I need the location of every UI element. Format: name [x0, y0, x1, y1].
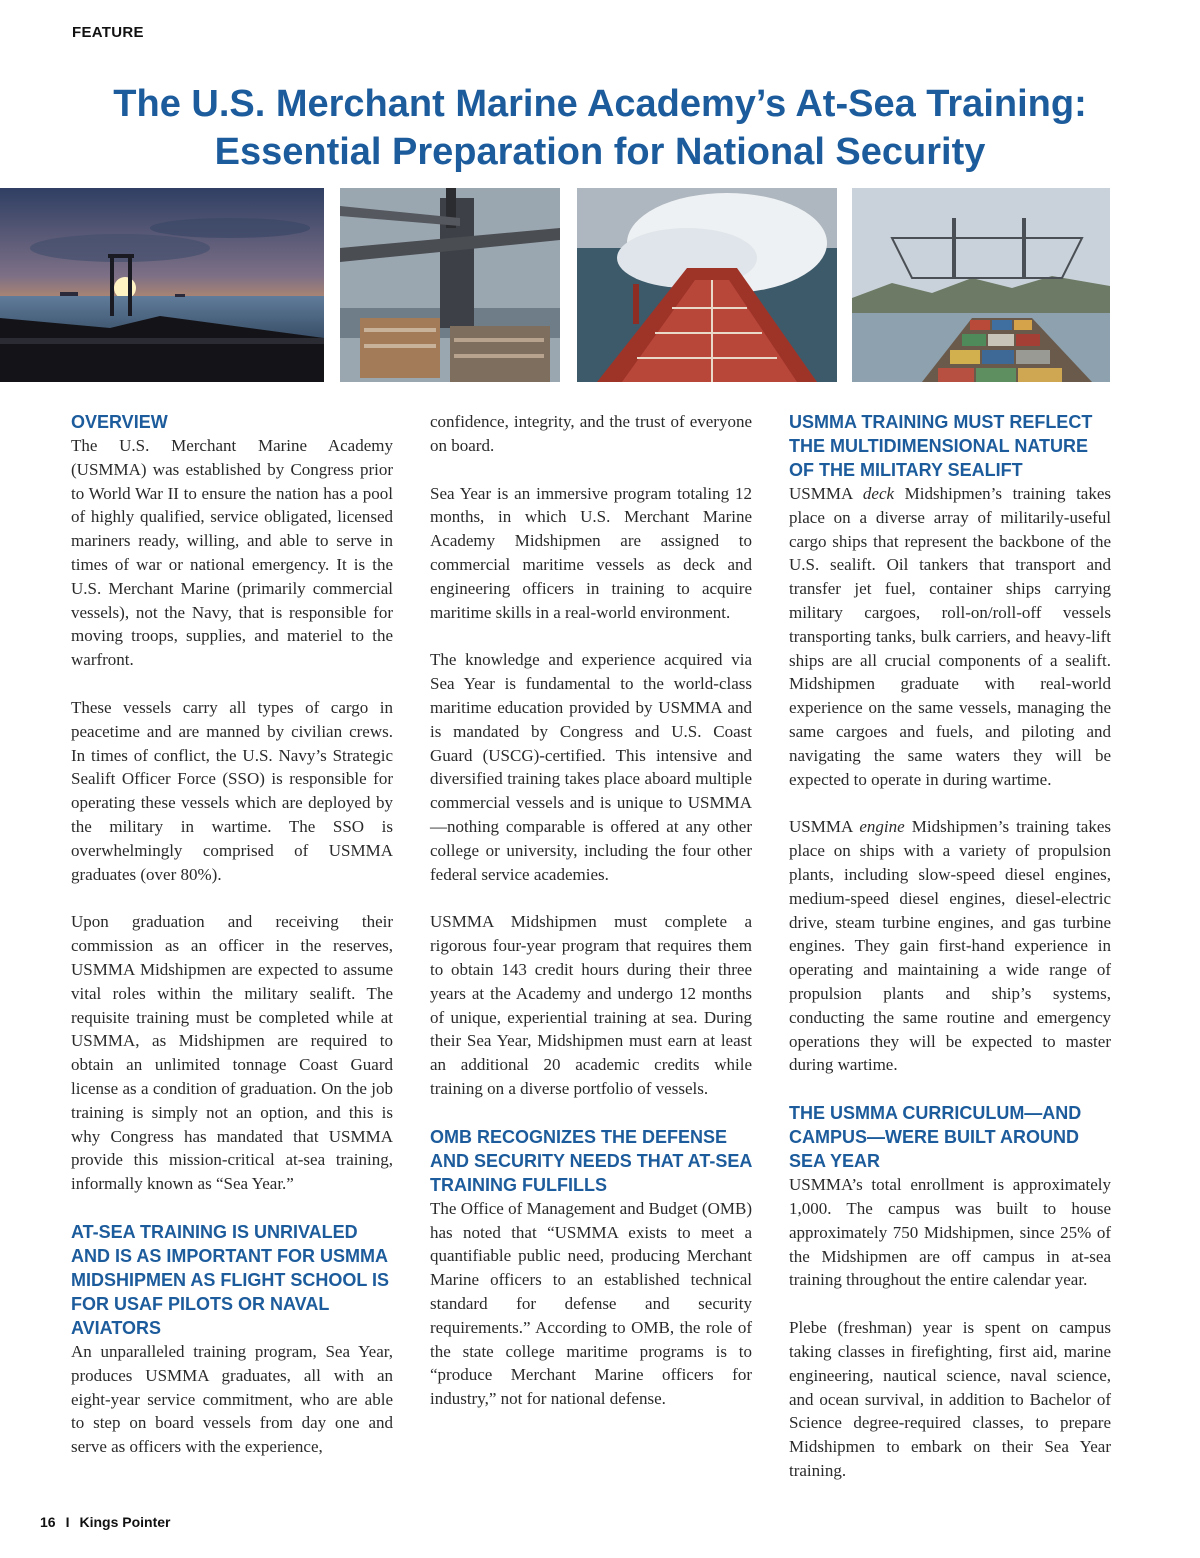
- page-number: 16: [40, 1514, 56, 1530]
- cargo-crane-deck-photo: [340, 188, 560, 382]
- text-run: USMMA: [789, 817, 860, 837]
- heading-training-must-reflect: USMMA TRAINING MUST REFLECT THE MULTIDIMENSIONAL NATURE OF THE MILITARY SEALIFT: [789, 412, 1093, 480]
- article-title-line-2: Essential Preparation for National Security: [214, 131, 986, 173]
- page-footer: [40, 1514, 170, 1530]
- article-title: [40, 80, 1160, 176]
- heading-overview: OVERVIEW: [71, 412, 168, 432]
- text-run: Midshipmen’s training takes place on ships with a variety of propulsion plants, including slow-speed diesel engines, medium-speed diesel engines, diesel-electric drive, steam turbine engines, and gas turbine engines. They gain first-hand experience in operating and maintaining a wide range of propulsion plants and ship’s systems, conducting the same routine and emergency operations they will be expected to master during wartime.: [789, 817, 1111, 1075]
- publication-name: Kings Pointer: [79, 1514, 171, 1530]
- paragraph: Sea Year is an immersive program totaling 12 months, in which U.S. Merchant Marine Academy Midshipmen are assigned to commercial maritime vessels as deck and engineering officers in training to acquire maritime skills in a real-world environment.: [430, 483, 752, 622]
- column-2: [430, 410, 752, 1411]
- paragraph: The Office of Management and Budget (OMB) has noted that “USMMA exists to meet a quantifiable public need, producing Merchant Marine officers to an established technical standard for defense and security requirements.” According to OMB, the role of the state college maritime programs is to “produce Merchant Marine officers for industry,” not for national defense.: [430, 1198, 752, 1409]
- paragraph: Plebe (freshman) year is spent on campus taking classes in firefighting, first aid, marine engineering, nautical science, naval science, and ocean survival, in addition to Bachelor of Science degree-required classes, to prepare Midshipmen to embark on their Sea Year training.: [789, 1318, 1111, 1480]
- text-run: Midshipmen’s training takes place on a diverse array of militarily-useful cargo ships that represent the backbone of the U.S. sealift. Oil tankers that transport and transfer jet fuel, container ships carrying military cargoes, roll-on/roll-off vessels transporting tanks, bulk carriers, and heavy-lift ships are all crucial components of a sealift. Midshipmen graduate with real-world experience on the same vessels, managing the same cargoes and fuels, and piloting and navigating the same waters they will be expected to operate in during wartime.: [789, 484, 1111, 789]
- paragraph: [789, 482, 1111, 791]
- tanker-bow-wave-photo: [577, 188, 837, 382]
- paragraph: confidence, integrity, and the trust of everyone on board.: [430, 412, 752, 455]
- footer-separator: I: [65, 1514, 70, 1530]
- heading-curriculum-campus: THE USMMA CURRICULUM—AND CAMPUS—WERE BUILT AROUND SEA YEAR: [789, 1103, 1082, 1172]
- text-run: USMMA: [789, 484, 863, 503]
- paragraph: USMMA’s total enrollment is approximately 1,000. The campus was built to house approximately 750 Midshipmen, since 25% of the Midshipmen are off campus in at-sea training throughout the entire calendar year.: [789, 1175, 1111, 1290]
- container-ship-bridge-photo: [852, 188, 1110, 382]
- photo-strip: [0, 188, 1200, 382]
- paragraph: An unparalleled training program, Sea Year, produces USMMA graduates, all with an eight-year service commitment, who are able to step on board vessels from day one and serve as officers with the experience,: [71, 1341, 393, 1457]
- paragraph: [789, 815, 1111, 1077]
- paragraph: These vessels carry all types of cargo in peacetime and are manned by civilian crews. In times of conflict, the U.S. Navy’s Strategic Sealift Officer Force (SSO) is responsible for operating these vessels which are deployed by the military in wartime. The SSO is overwhelmingly comprised of USMMA graduates (over 80%).: [71, 697, 393, 884]
- emphasis-engine: engine: [859, 817, 905, 837]
- article-title-line-1: The U.S. Merchant Marine Academy’s At-Sea Training:: [113, 83, 1087, 125]
- emphasis-deck: deck: [862, 484, 895, 503]
- column-1: [71, 410, 393, 1459]
- heading-at-sea-training-unrivaled: AT-SEA TRAINING IS UNRIVALED AND IS AS IMPORTANT FOR USMMA MIDSHIPMEN AS FLIGHT SCHOOL IS FOR USAF PILOTS OR NAVAL AVIATORS: [71, 1221, 390, 1338]
- heading-omb-recognizes: OMB RECOGNIZES THE DEFENSE AND SECURITY NEEDS THAT AT-SEA TRAINING FULFILLS: [430, 1126, 752, 1195]
- sunset-ship-bridge-photo: [0, 188, 324, 382]
- paragraph: The U.S. Merchant Marine Academy (USMMA) was established by Congress prior to World War II to ensure the nation has a pool of highly qualified, service obligated, licensed mariners ready, willing, and able to serve in times of war or national emergency. It is the U.S. Merchant Marine (primarily commercial vessels), not the Navy, that is responsible for moving troops, supplies, and materiel to the warfront.: [71, 436, 393, 670]
- section-tag: FEATURE: [72, 24, 144, 41]
- column-3: [789, 410, 1111, 1483]
- paragraph: The knowledge and experience acquired via Sea Year is fundamental to the world-class maritime education provided by USMMA and is mandated by Congress and U.S. Coast Guard (USCG)-certified. This intensive and diversified training takes place aboard multiple commercial vessels and is unique to USMMA—nothing comparable is offered at any other college or university, including the four other federal service academies.: [430, 650, 752, 884]
- paragraph: USMMA Midshipmen must complete a rigorous four-year program that requires them to obtain 143 credit hours during their three years at the Academy and undergo 12 months of unique, experiential training at sea. During their Sea Year, Midshipmen must earn at least an additional 20 academic credits while training on a diverse portfolio of vessels.: [430, 912, 752, 1098]
- paragraph: Upon graduation and receiving their commission as an officer in the reserves, USMMA Midshipmen are expected to assume vital roles within the military sealift. The requisite training must be completed while at USMMA, as Midshipmen are required to obtain an unlimited tonnage Coast Guard license as a condition of graduation. On the job training is simply not an option, and this is why Congress has mandated that USMMA provide this mission-critical at-sea training, informally known as “Sea Year.”: [71, 912, 393, 1194]
